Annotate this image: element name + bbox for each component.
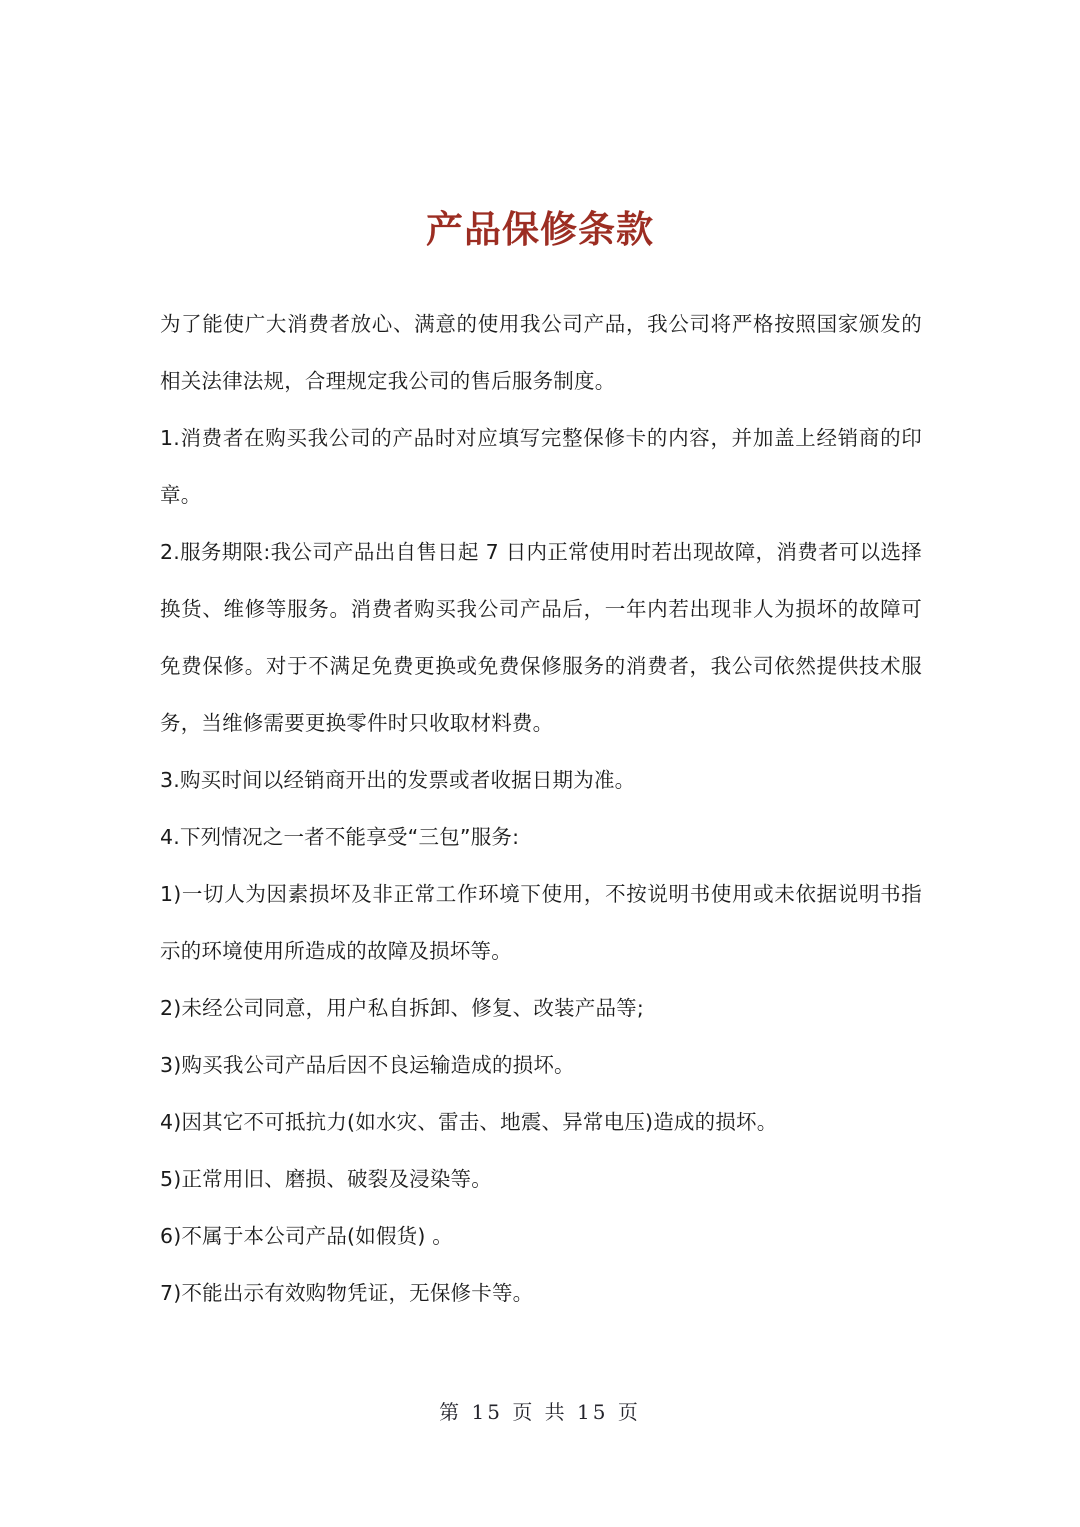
clause-1: 1.消费者在购买我公司的产品时对应填写完整保修卡的内容，并加盖上经销商的印章。 [160, 426, 922, 507]
clause-4-sub-7: 7)不能出示有效购物凭证，无保修卡等。 [160, 1281, 534, 1305]
clause-4-sub-3: 3)购买我公司产品后因不良运输造成的损坏。 [160, 1053, 575, 1077]
clause-4-sub-5: 5)正常用旧、磨损、破裂及浸染等。 [160, 1167, 492, 1191]
clause-4-sub-4: 4)因其它不可抵抗力(如水灾、雷击、地震、异常电压)造成的损坏。 [160, 1110, 778, 1134]
clause-2: 2.服务期限:我公司产品出自售日起 7 日内正常使用时若出现故障，消费者可以选择换货、维修等服务。消费者购买我公司产品后，一年内若出现非人为损坏的故障可免费保修。对于不满足免费更换或免费保修服务的消费者，我公司依然提供技术服务，当维修需要更换零件时只收取材料费。 [160, 540, 922, 735]
page-title: 产品保修条款 [426, 206, 654, 251]
clause-4-sub-6: 6)不属于本公司产品(如假货) 。 [160, 1224, 453, 1248]
clause-4-sub-2: 2)未经公司同意，用户私自拆卸、修复、改装产品等; [160, 996, 644, 1020]
page-footer: 第 15 页 共 15 页 [439, 1400, 641, 1424]
document-body [160, 296, 922, 1322]
clause-4: 4.下列情况之一者不能享受“三包”服务: [160, 825, 520, 849]
clause-3: 3.购买时间以经销商开出的发票或者收据日期为准。 [160, 768, 636, 792]
clause-4-sub-1: 1)一切人为因素损坏及非正常工作环境下使用，不按说明书使用或未依据说明书指示的环境使用所造成的故障及损坏等。 [160, 882, 922, 963]
paragraph-intro: 为了能使广大消费者放心、满意的使用我公司产品，我公司将严格按照国家颁发的相关法律法规，合理规定我公司的售后服务制度。 [160, 312, 922, 393]
